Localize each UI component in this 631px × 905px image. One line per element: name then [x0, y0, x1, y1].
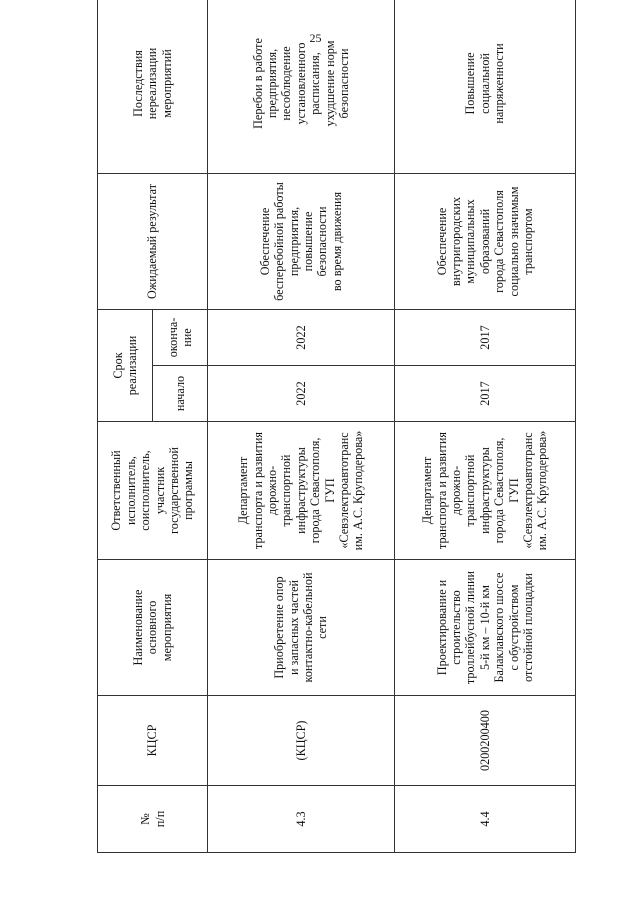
- table-header-row: [98, 0, 153, 853]
- table-row: [208, 0, 395, 853]
- row-consequences: Повышение социальной напряженности: [395, 0, 576, 173]
- row-end: 2022: [208, 309, 395, 365]
- row-code: 0200200400: [395, 696, 576, 786]
- header-term: Срок реализации: [98, 309, 153, 421]
- program-measures-table: [97, 0, 576, 853]
- row-result: Обеспечение внутригородских муниципальных образований города Севастополя социально значимым транспортом: [395, 173, 576, 309]
- header-end: оконча- ние: [153, 309, 208, 365]
- header-result: Ожидаемый результат: [98, 173, 208, 309]
- header-name: Наименование основного мероприятия: [98, 560, 208, 696]
- row-executor: Департамент транспорта и развития дорожно- транспортной инфраструктуры города Севастополя, ГУП «Севэлектроавтотранс им. А.С. Круподерова»: [395, 422, 576, 560]
- row-start: 2022: [208, 366, 395, 422]
- row-consequences: Перебои в работе предприятия, несоблюдение установленного расписания, ухудшение норм безопасности: [208, 0, 395, 173]
- row-code: (КЦСР): [208, 696, 395, 786]
- table-row: [395, 0, 576, 853]
- row-name: Приобретение опор и запасных частей контактно-кабельной сети: [208, 560, 395, 696]
- row-start: 2017: [395, 366, 576, 422]
- row-name: Проектирование и строительство троллейбусной линии 5-й км – 10-й км Балаклавского шоссе с обустройством отстойной площадки: [395, 560, 576, 696]
- row-result: Обеспечение бесперебойной работы предприятия, повышение безопасности во время движения: [208, 173, 395, 309]
- header-start: начало: [153, 366, 208, 422]
- header-consequences: Последствия нереализации мероприятий: [98, 0, 208, 173]
- row-end: 2017: [395, 309, 576, 365]
- row-executor: Департамент транспорта и развития дорожно- транспортной инфраструктуры города Севастополя, ГУП «Севэлектроавтотранс им. А.С. Круподерова»: [208, 422, 395, 560]
- header-executor: Ответственный исполнитель, соисполнитель, участник государственной программы: [98, 422, 208, 560]
- row-number: 4.3: [208, 786, 395, 853]
- header-number: № п/п: [98, 786, 208, 853]
- page-number: 25: [309, 31, 322, 45]
- row-number: 4.4: [395, 786, 576, 853]
- header-code: КЦСР: [98, 696, 208, 786]
